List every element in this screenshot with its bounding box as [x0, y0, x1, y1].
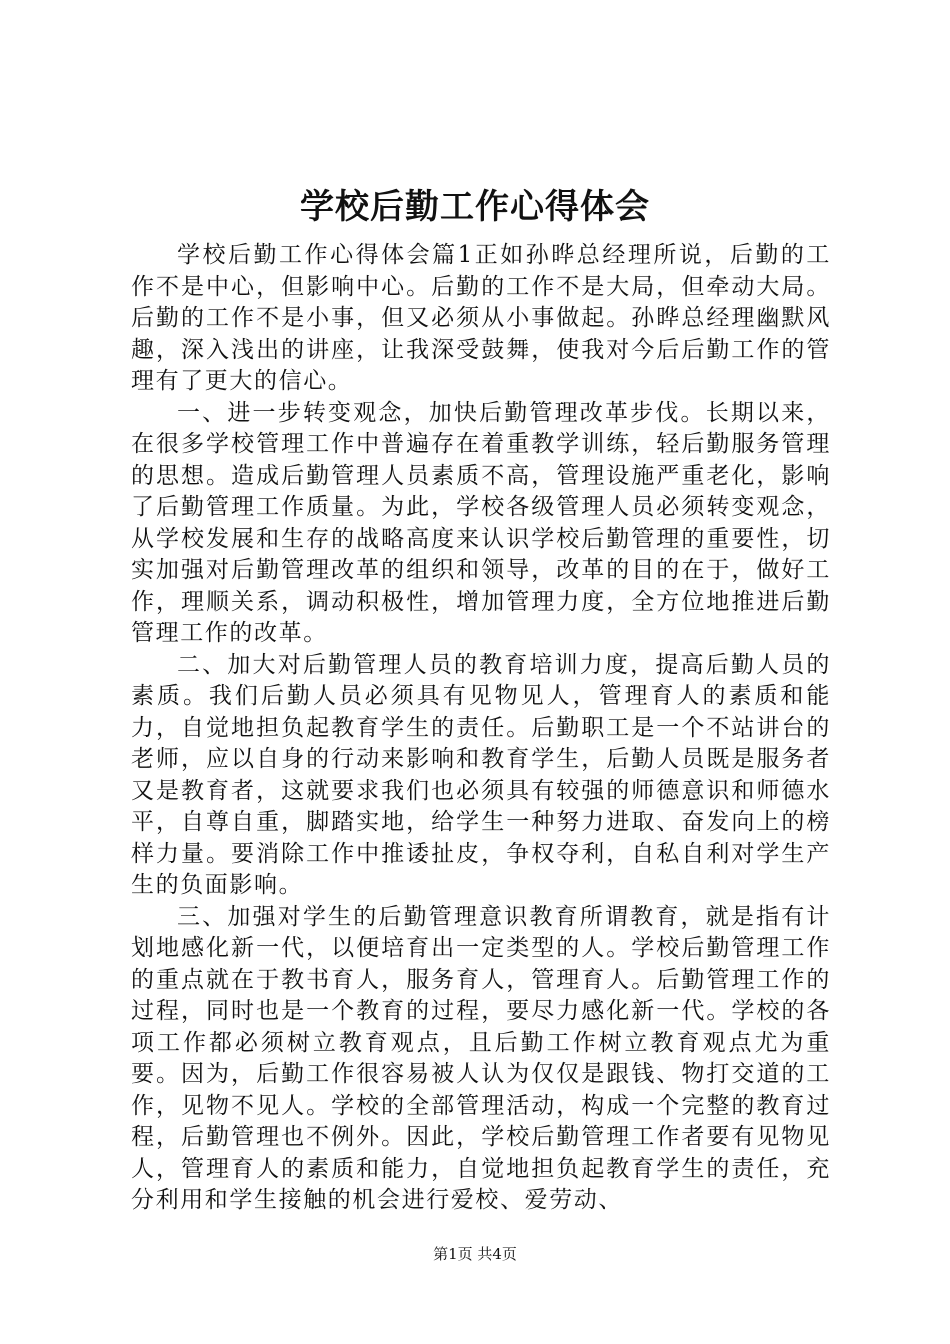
document-body	[131, 240, 831, 1217]
page-number-footer: 第1页 共4页	[433, 1245, 517, 1263]
paragraph-section-3: 三、加强对学生的后勤管理意识教育所谓教育，就是指有计划地感化新一代，以便培育出一定类型的人。学校后勤管理工作的重点就在于教书育人，服务育人，管理育人。后勤管理工作的过程，同时也是一个教育的过程，要尽力感化新一代。学校的各项工作都必须树立教育观点，且后勤工作树立教育观点尤为重要。因为，后勤工作很容易被人认为仅仅是跟钱、物打交道的工作，见物不见人。学校的全部管理活动，构成一个完整的教育过程，后勤管理也不例外。因此，学校后勤管理工作者要有见物见人，管理育人的素质和能力，自觉地担负起教育学生的责任，充分利用和学生接触的机会进行爱校、爱劳动、	[131, 903, 831, 1213]
document-title: 学校后勤工作心得体会	[300, 187, 650, 227]
paragraph-section-2: 二、加大对后勤管理人员的教育培训力度，提高后勤人员的素质。我们后勤人员必须具有见物见人，管理育人的素质和能力，自觉地担负起教育学生的责任。后勤职工是一个不站讲台的老师，应以自身的行动来影响和教育学生，后勤人员既是服务者又是教育者，这就要求我们也必须具有较强的师德意识和师德水平，自尊自重，脚踏实地，给学生一种努力进取、奋发向上的榜样力量。要消除工作中推诿扯皮，争权夺利，自私自利对学生产生的负面影响。	[131, 651, 831, 898]
paragraph-section-1: 一、进一步转变观念，加快后勤管理改革步伐。长期以来，在很多学校管理工作中普遍存在着重教学训练，轻后勤服务管理的思想。造成后勤管理人员素质不高，管理设施严重老化，影响了后勤管理工作质量。为此，学校各级管理人员必须转变观念，从学校发展和生存的战略高度来认识学校后勤管理的重要性，切实加强对后勤管理改革的组织和领导，改革的目的在于，做好工作，理顺关系，调动积极性，增加管理力度，全方位地推进后勤管理工作的改革。	[131, 399, 831, 646]
paragraph-intro: 学校后勤工作心得体会篇1正如孙晔总经理所说，后勤的工作不是中心，但影响中心。后勤的工作不是大局，但牵动大局。后勤的工作不是小事，但又必须从小事做起。孙晔总经理幽默风趣，深入浅出的讲座，让我深受鼓舞，使我对今后后勤工作的管理有了更大的信心。	[131, 242, 831, 394]
